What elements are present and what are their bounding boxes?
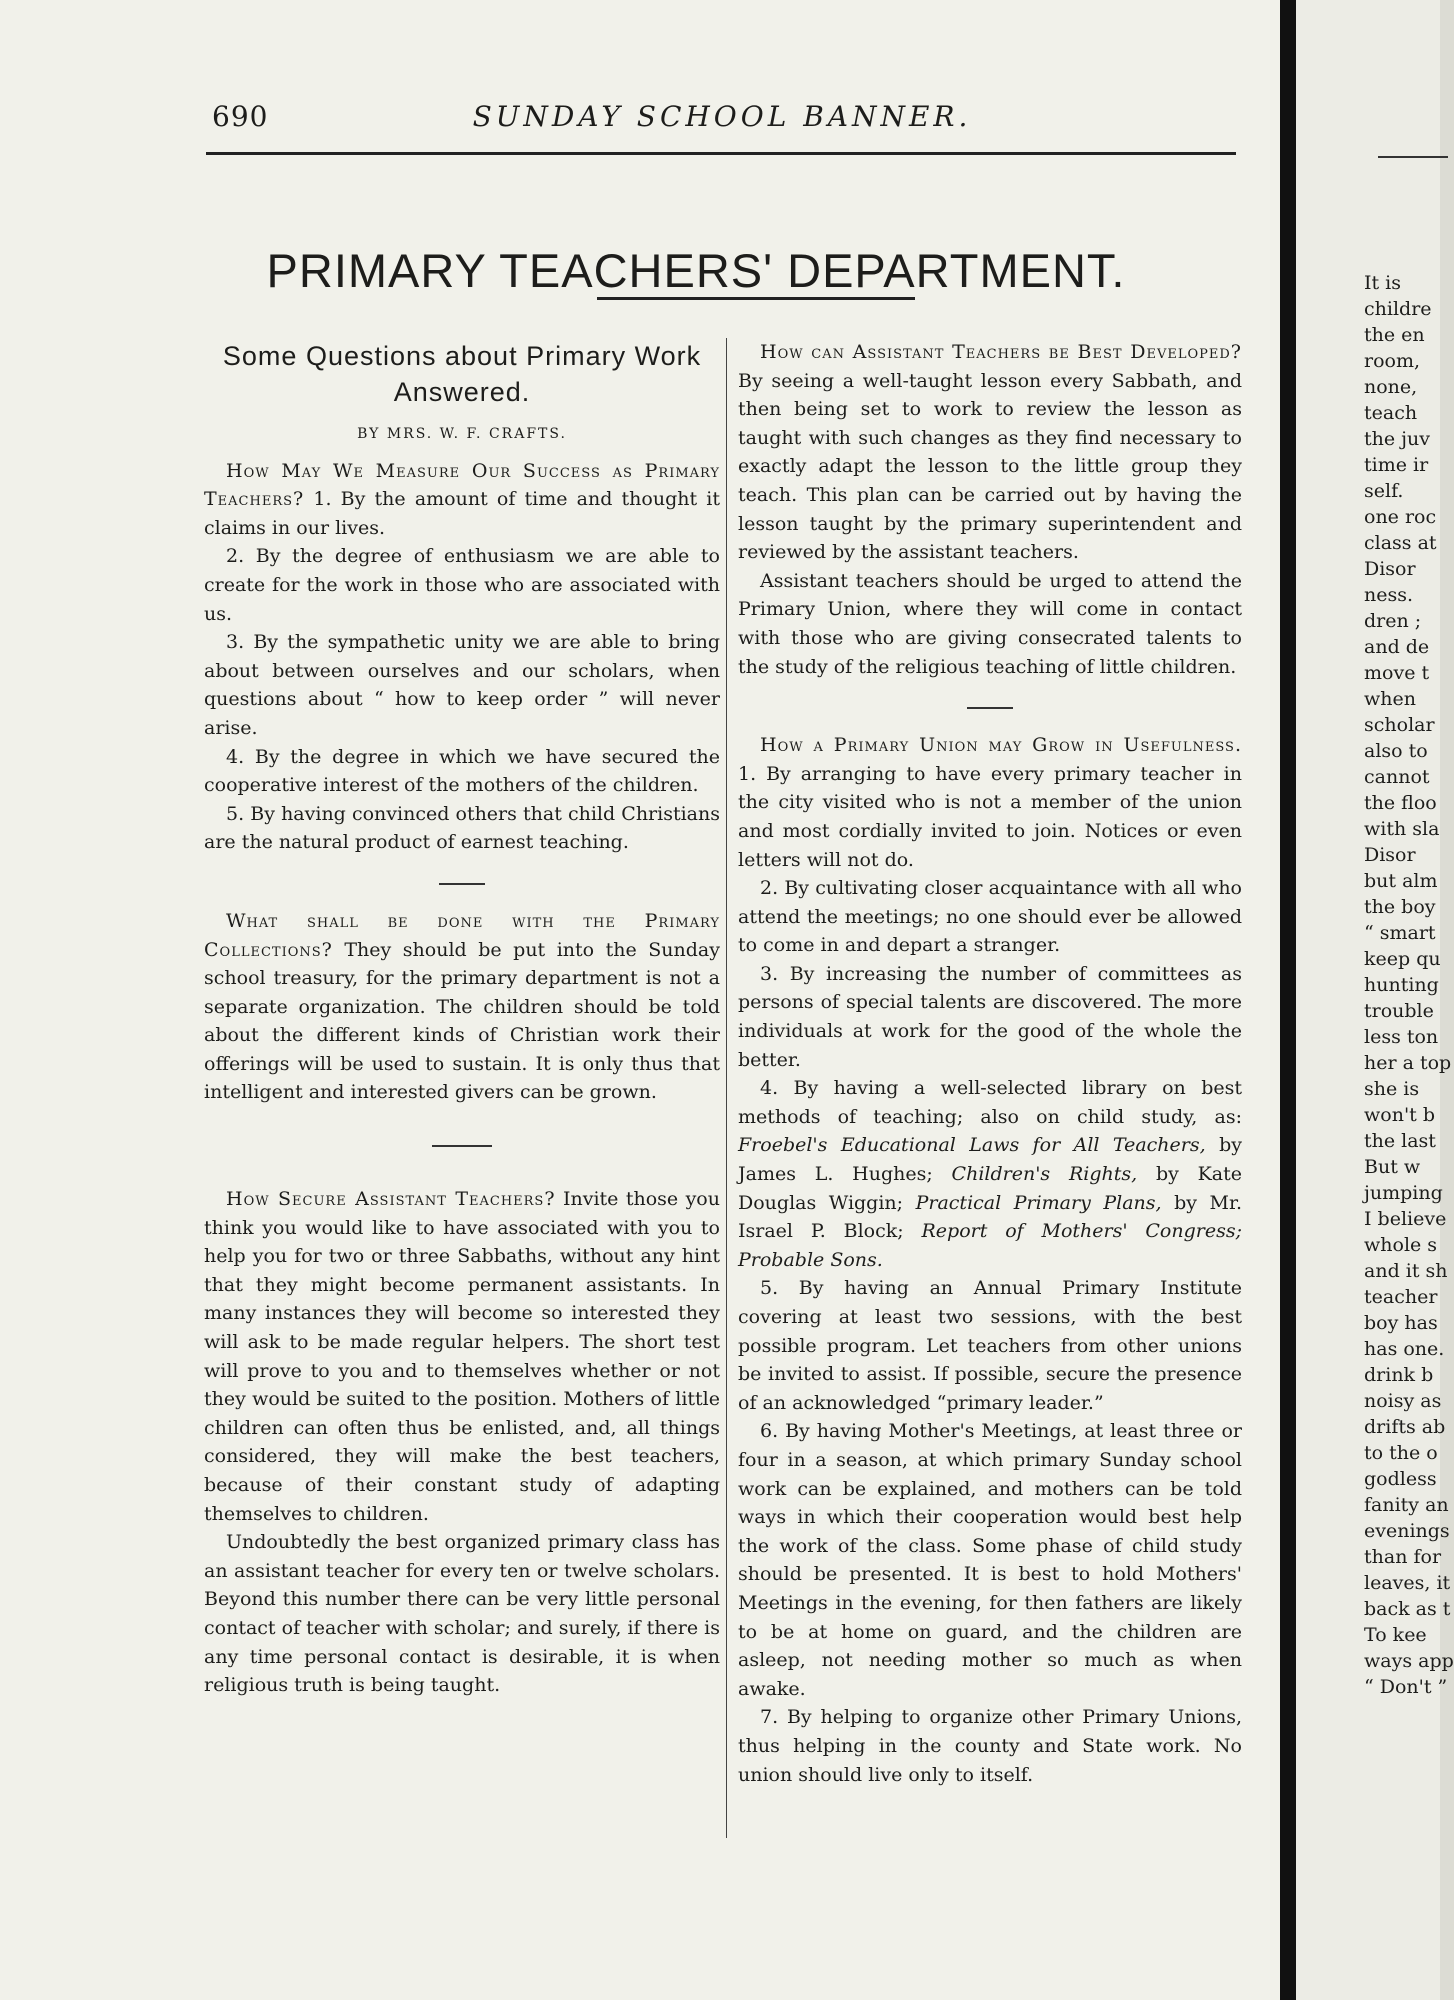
section-develop-assistants: How can Assistant Teachers be Best Developed? By seeing a well-taught lesson every Sabbath, and then being set to work to review the lesson as taught with such changes as they find necessary to exactly adapt the lesson to the little group they teach. This plan can be carried out by having the lesson taught by the primary superintendent and reviewed by the assistant teachers. bbox=[738, 341, 1242, 564]
facing-page-line: with sla bbox=[1364, 818, 1440, 840]
journal-title: SUNDAY SCHOOL BANNER. bbox=[472, 100, 972, 133]
book-title: Practical Primary Plans, bbox=[915, 1191, 1162, 1214]
facing-page-line: drink b bbox=[1364, 1364, 1434, 1386]
section-heading: How May We Measure Our Success as Primary Teachers? bbox=[204, 459, 720, 511]
facing-page-line: hunting bbox=[1364, 974, 1439, 996]
facing-page-line: back as t bbox=[1364, 1598, 1451, 1620]
facing-page-line: cannot bbox=[1364, 766, 1430, 788]
section-heading: How Secure Assistant Teachers? bbox=[226, 1188, 556, 1211]
facing-page-line: when bbox=[1364, 688, 1416, 710]
section-heading: How a Primary Union may Grow in Usefulness. bbox=[760, 734, 1242, 757]
paragraph-library: 4. By having a well-selected library on best methods of teaching; also on child study, as: Froebel's Educational Laws for All Teachers, by James L. Hughes; Children's Rights, by Kate Douglas Wiggin; Practical Primary Plans, by Mr. Israel P. Block; Report of Mothers' Congress; Probable Sons. bbox=[738, 1077, 1243, 1271]
facing-page-line: Disor bbox=[1364, 558, 1416, 580]
facing-page-line: her a top bbox=[1364, 1052, 1452, 1074]
facing-page-line: self. bbox=[1364, 480, 1404, 502]
facing-page-line: has one. bbox=[1364, 1338, 1445, 1360]
facing-page-line: “ Don't ” bbox=[1364, 1676, 1448, 1698]
facing-page-fragment bbox=[1296, 0, 1454, 2000]
facing-page-line: to the o bbox=[1364, 1442, 1438, 1464]
facing-page-line: ness. bbox=[1364, 584, 1414, 606]
facing-page-line: But w bbox=[1364, 1156, 1421, 1178]
facing-page-line: but alm bbox=[1364, 870, 1438, 892]
facing-page-line: ways app bbox=[1364, 1650, 1454, 1672]
facing-page-line: Disor bbox=[1364, 844, 1416, 866]
facing-page-line: time ir bbox=[1364, 454, 1429, 476]
facing-page-line: I believe bbox=[1364, 1208, 1447, 1230]
facing-page-line: move t bbox=[1364, 662, 1430, 684]
paragraph: 2. By cultivating closer acquaintance with all who attend the meetings; no one should ever be allowed to come in and depart a stranger. bbox=[738, 877, 1242, 957]
facing-page-line: one roc bbox=[1364, 506, 1437, 528]
facing-page-line: class at bbox=[1364, 532, 1437, 554]
facing-page-line: she is bbox=[1364, 1078, 1420, 1100]
book-title: Children's Rights, bbox=[951, 1163, 1138, 1186]
facing-page-line: the juv bbox=[1364, 428, 1431, 450]
facing-page-line: the floo bbox=[1364, 792, 1437, 814]
binding-gutter bbox=[1280, 0, 1296, 2000]
header-rule bbox=[206, 152, 1236, 155]
facing-page-line: also to bbox=[1364, 740, 1428, 762]
paragraph: 4. By the degree in which we have secured the cooperative interest of the mothers of the children. bbox=[204, 745, 720, 797]
facing-page-line: fanity an bbox=[1364, 1494, 1449, 1516]
facing-page-line: won't b bbox=[1364, 1104, 1435, 1126]
facing-page-line: It is bbox=[1364, 272, 1402, 294]
facing-page-line: less ton bbox=[1364, 1026, 1439, 1048]
facing-page-line: To kee bbox=[1364, 1624, 1427, 1646]
facing-page-line: boy has bbox=[1364, 1312, 1438, 1334]
facing-page-line: noisy as bbox=[1364, 1390, 1442, 1412]
facing-page-line: none, bbox=[1364, 376, 1418, 398]
left-column bbox=[204, 338, 720, 1700]
section-separator bbox=[439, 883, 485, 885]
paragraph: 5. By having convinced others that child Christians are the natural product of earnest teaching. bbox=[204, 802, 720, 854]
facing-page-line: teacher bbox=[1364, 1286, 1438, 1308]
paragraph: Assistant teachers should be urged to attend the Primary Union, where they will come in contact with those who are giving consecrated talents to the study of the religious teaching of little children. bbox=[738, 569, 1242, 678]
facing-page-line: keep qu bbox=[1364, 948, 1441, 970]
paragraph: Undoubtedly the best organized primary class has an assistant teacher for every ten or twelve scholars. Beyond this number there can be very little personal contact of teacher with scholar; and surely, if there is any time personal contact is desirable, it is when religious truth is being taught. bbox=[204, 1531, 720, 1697]
facing-page-line: jumping bbox=[1364, 1182, 1443, 1204]
section-separator bbox=[432, 1145, 492, 1147]
facing-page-rule bbox=[1378, 156, 1448, 158]
section-primary-union: How a Primary Union may Grow in Usefulness. 1. By arranging to have every primary teacher in the city visited who is not a member of the union and most cordially invited to join. Notices or even letters will not do. bbox=[738, 734, 1242, 871]
facing-page-line: teach bbox=[1364, 402, 1418, 424]
column-divider bbox=[726, 338, 727, 1838]
facing-page-line: the en bbox=[1364, 324, 1425, 346]
right-column bbox=[738, 338, 1242, 1789]
facing-page-line: godless bbox=[1364, 1468, 1437, 1490]
facing-page-line: the boy bbox=[1364, 896, 1436, 918]
facing-page-line: trouble bbox=[1364, 1000, 1434, 1022]
paragraph: 3. By increasing the number of committees as persons of special talents are discovered. The more individuals at work for the good of the whole the better. bbox=[738, 962, 1242, 1071]
facing-page-line: evenings bbox=[1364, 1520, 1450, 1542]
title-rule bbox=[597, 297, 915, 300]
section-primary-collections: What shall be done with the Primary Collections? They should be put into the Sunday school treasury, for the primary department is not a separate organization. The children should be told about the different kinds of Christian work their offerings will be used to sustain. It is only thus that intelligent and interested givers can be grown. bbox=[204, 909, 720, 1104]
paragraph: 2. By the degree of enthusiasm we are able to create for the work in those who are associated with us. bbox=[204, 545, 720, 625]
facing-page-line: the last bbox=[1364, 1130, 1436, 1152]
facing-page-line: “ smart bbox=[1364, 922, 1436, 944]
facing-page-line: whole s bbox=[1364, 1234, 1438, 1256]
paragraph: 6. By having Mother's Meetings, at least three or four in a season, at which primary Sunday school work can be explained, and mothers can be told ways in which their cooperation would best help the work of the class. Some phase of child study should be presented. It is best to hold Mothers' Meetings in the evening, for then fathers are likely to be at home on guard, and the children are asleep, not needing mother so much as when awake. bbox=[738, 1420, 1242, 1700]
facing-page-line: leaves, it bbox=[1364, 1572, 1451, 1594]
book-title: Froebel's Educational Laws for All Teachers, bbox=[738, 1134, 1206, 1157]
running-header bbox=[212, 100, 1232, 150]
paragraph: 5. By having an Annual Primary Institute covering at least two sessions, with the best possible program. Let teachers from other unions be invited to assist. If possible, secure the presence of an acknowledged “primary leader.” bbox=[738, 1277, 1242, 1414]
facing-page-line: dren ; bbox=[1364, 610, 1422, 632]
section-heading: What shall be done with the Primary Collections? bbox=[204, 909, 720, 961]
department-title: PRIMARY TEACHERS' DEPARTMENT. bbox=[266, 244, 1126, 298]
book-title: Report of Mothers' Congress; Probable Sons. bbox=[738, 1220, 1242, 1271]
section-secure-assistants: How Secure Assistant Teachers? Invite those you think you would like to have associated with you to help you for two or three Sabbaths, without any hint that they might become permanent assistants. In many instances they will become so interested they will ask to be made regular helpers. The short test will prove to you and to themselves whether or not they would be suited to the position. Mothers of little children can often thus be enlisted, and, all things considered, they will make the best teachers, because of their constant study of adapting themselves to children. bbox=[204, 1188, 720, 1525]
page-number: 690 bbox=[212, 100, 269, 133]
section-separator bbox=[967, 707, 1013, 709]
facing-page-line: than for bbox=[1364, 1546, 1442, 1568]
article-title: Some Questions about Primary Work Answered. bbox=[222, 341, 702, 407]
section-measure-success: How May We Measure Our Success as Primary Teachers? 1. By the amount of time and thought it claims in our lives. bbox=[204, 459, 720, 539]
article-byline: BY MRS. W. F. CRAFTS. bbox=[357, 426, 567, 442]
facing-page-line: childre bbox=[1364, 298, 1432, 320]
facing-page-line: room, bbox=[1364, 350, 1421, 372]
paragraph: 7. By helping to organize other Primary Unions, thus helping in the county and State work. No union should live only to itself. bbox=[738, 1706, 1242, 1786]
paragraph: 3. By the sympathetic unity we are able to bring about between ourselves and our scholars, when questions about “ how to keep order ” will never arise. bbox=[204, 631, 720, 739]
facing-page-text bbox=[1364, 270, 1454, 1700]
facing-page-line: and it sh bbox=[1364, 1260, 1448, 1282]
facing-page-line: drifts ab bbox=[1364, 1416, 1446, 1438]
section-heading: How can Assistant Teachers be Best Developed? bbox=[760, 341, 1242, 363]
facing-page-line: scholar bbox=[1364, 714, 1435, 736]
facing-page-line: and de bbox=[1364, 636, 1430, 658]
